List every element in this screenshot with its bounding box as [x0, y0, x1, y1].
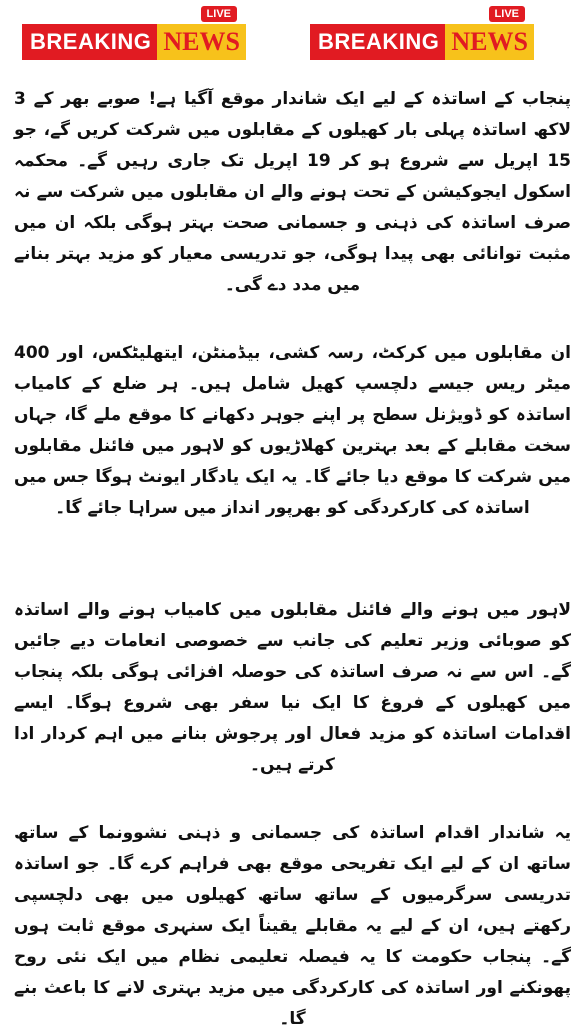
paragraph-text: ان مقابلوں میں کرکٹ، رسہ کشی، بیڈمنٹن، ایتھلیٹکس، اور 400 میٹر ریس جیسے دلچسپ کھیل شامل ہیں۔ ہر ضلع کے کامیاب اساتذہ کو ڈویژنل سطح پر اپنے جوہر دکھانے کا موقع ملے گا، جہاں سخت مقابلے کے بعد بہترین کھلاڑیوں کو لاہور میں فائنل مقابلوں میں شرکت کا موقع دیا جائے گا۔ یہ ایک یادگار ایونٹ ہوگا جس میں اساتذہ کی کارکردگی کو بھرپور انداز میں سراہا جائے گا۔	[14, 343, 571, 518]
article-paragraph-3	[14, 595, 571, 781]
live-badge: LIVE	[201, 6, 237, 22]
breaking-label: BREAKING	[22, 24, 157, 60]
header	[0, 0, 585, 70]
paragraph-text: یہ شاندار اقدام اساتذہ کی جسمانی و ذہنی نشوونما کے ساتھ ساتھ ان کے لیے ایک تفریحی موقع بھی فراہم کرے گا۔ جو اساتذہ تدریسی سرگرمیوں کے ساتھ ساتھ کھیلوں میں بھی دلچسپی رکھتے ہیں، ان کے لیے یہ مقابلے یقیناً ایک سنہری موقع ثابت ہوں گے۔ پنجاب حکومت کا یہ فیصلہ تعلیمی نظام میں ایک نئی روح پھونکنے اور اساتذہ کی کارکردگی میں مزید بہتری لانے کا باعث بنے گا۔	[14, 823, 571, 1029]
live-badge: LIVE	[489, 6, 525, 22]
paragraph-text: لاہور میں ہونے والے فائنل مقابلوں میں کامیاب ہونے والے اساتذہ کو صوبائی وزیر تعلیم کی جانب سے خصوصی انعامات دیے جائیں گے۔ اس سے نہ صرف اساتذہ کی حوصلہ افزائی ہوگی بلکہ پنجاب میں کھیلوں کے فروغ کا ایک نیا سفر بھی شروع ہوگا۔ ایسے اقدامات اساتذہ کو مزید فعال اور پرجوش بنانے میں اہم کردار ادا کرتے ہیں۔	[14, 600, 571, 775]
article-paragraph-4	[14, 818, 571, 1035]
news-label: NEWS	[157, 24, 246, 60]
breaking-news-banner-right	[310, 6, 528, 64]
banner-bar	[310, 24, 528, 60]
article-paragraph-1	[14, 84, 571, 301]
banner-bar	[22, 24, 240, 60]
article-paragraph-2	[14, 338, 571, 524]
breaking-label: BREAKING	[310, 24, 445, 60]
breaking-news-banner-left	[22, 6, 240, 64]
news-label: NEWS	[445, 24, 534, 60]
paragraph-text: پنجاب کے اساتذہ کے لیے ایک شاندار موقع آگیا ہے! صوبے بھر کے 3 لاکھ اساتذہ پہلی بار کھیلوں کے مقابلوں میں شرکت کریں گے، جو 15 اپریل سے شروع ہو کر 19 اپریل تک جاری رہیں گے۔ محکمہ اسکول ایجوکیشن کے تحت ہونے والے ان مقابلوں میں شرکت سے نہ صرف اساتذہ کی ذہنی و جسمانی صحت بہتر ہوگی بلکہ ان میں مثبت توانائی بھی پیدا ہوگی، جو تدریسی معیار کو مزید بہتر بنانے میں مدد دے گی۔	[14, 89, 571, 295]
